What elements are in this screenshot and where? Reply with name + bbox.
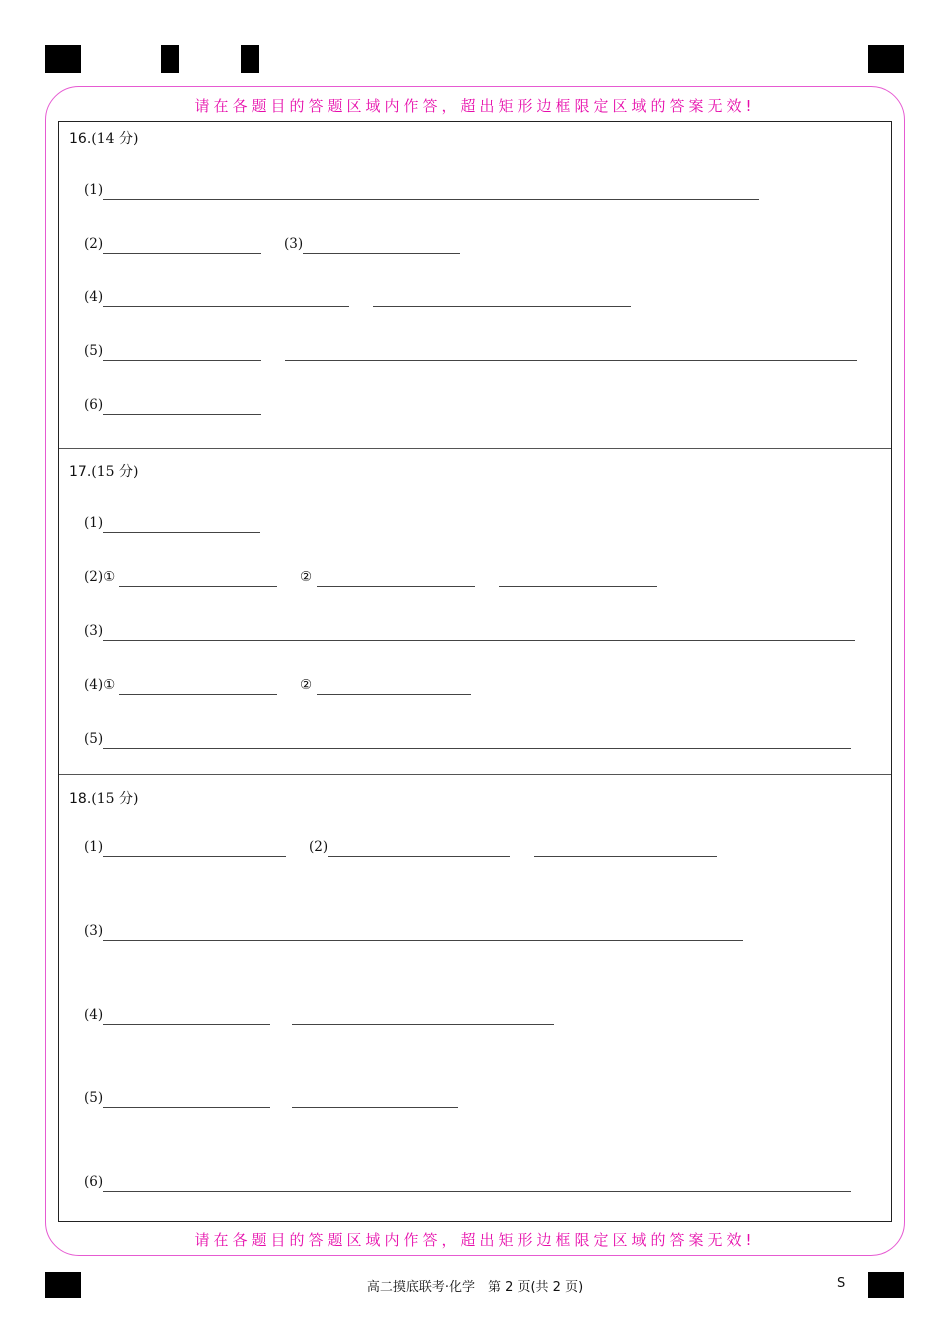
answer-blank[interactable] <box>292 1107 458 1108</box>
answer-row-2 <box>59 236 891 256</box>
answer-blank[interactable] <box>103 748 851 749</box>
question-16-section <box>59 122 891 448</box>
answer-label: ② <box>300 677 313 693</box>
question-18-heading <box>69 788 138 808</box>
answer-row-6 <box>59 397 891 417</box>
answer-label: (6) <box>84 397 104 413</box>
notice-bottom: 请在各题目的答题区域内作答，超出矩形边框限定区域的答案无效! <box>194 1231 756 1249</box>
answer-blank[interactable] <box>285 360 857 361</box>
answer-label: (5) <box>84 1090 104 1106</box>
answer-blank[interactable] <box>103 1191 851 1192</box>
answer-row-1 <box>59 839 891 859</box>
question-17-heading <box>69 461 138 481</box>
answer-row-6 <box>59 1174 891 1194</box>
registration-mark-top-3 <box>241 45 259 73</box>
answer-box <box>58 121 892 1222</box>
question-17-section <box>59 448 891 775</box>
registration-mark-top-right <box>868 45 904 73</box>
answer-label: (2) <box>309 839 329 855</box>
answer-row-4 <box>59 1007 891 1027</box>
registration-mark-top-2 <box>161 45 179 73</box>
question-number: 16. <box>69 131 92 147</box>
answer-blank[interactable] <box>119 586 277 587</box>
answer-row-3 <box>59 923 891 943</box>
notice-top: 请在各题目的答题区域内作答，超出矩形边框限定区域的答案无效! <box>194 97 756 115</box>
answer-label: (1) <box>84 182 104 198</box>
answer-blank[interactable] <box>103 306 349 307</box>
question-18-section <box>59 774 891 1222</box>
answer-blank[interactable] <box>103 640 855 641</box>
question-score: (14 分) <box>91 131 139 147</box>
sheet-code: S <box>837 1276 846 1291</box>
answer-blank[interactable] <box>103 856 286 857</box>
question-16-heading <box>69 128 138 148</box>
answer-label: (3) <box>284 236 304 252</box>
answer-label: (2) <box>84 236 104 252</box>
page-footer: 高二摸底联考·化学 第 2 页(共 2 页) <box>366 1280 584 1295</box>
answer-label: (5) <box>84 343 104 359</box>
registration-mark-top-left <box>45 45 81 73</box>
answer-label: (4) <box>84 1007 104 1023</box>
answer-blank[interactable] <box>103 253 261 254</box>
question-number: 17. <box>69 464 92 480</box>
answer-row-1 <box>59 182 891 202</box>
answer-blank[interactable] <box>103 360 261 361</box>
question-score: (15 分) <box>91 791 139 807</box>
answer-blank[interactable] <box>103 532 260 533</box>
answer-label: (3) <box>84 623 104 639</box>
answer-row-5 <box>59 1090 891 1110</box>
answer-blank[interactable] <box>103 199 759 200</box>
answer-label: (1) <box>84 839 104 855</box>
question-number: 18. <box>69 791 92 807</box>
answer-blank[interactable] <box>317 694 471 695</box>
answer-blank[interactable] <box>103 414 261 415</box>
answer-blank[interactable] <box>317 586 475 587</box>
answer-label: (1) <box>84 515 104 531</box>
answer-label: (2)① <box>84 569 116 585</box>
answer-blank[interactable] <box>103 940 743 941</box>
answer-row-5 <box>59 731 891 751</box>
answer-blank[interactable] <box>119 694 277 695</box>
answer-row-5 <box>59 343 891 363</box>
answer-row-4 <box>59 289 891 309</box>
answer-blank[interactable] <box>373 306 631 307</box>
answer-blank[interactable] <box>292 1024 554 1025</box>
answer-row-3 <box>59 623 891 643</box>
answer-row-4 <box>59 677 891 697</box>
answer-row-1 <box>59 515 891 535</box>
answer-label: (6) <box>84 1174 104 1190</box>
answer-blank[interactable] <box>103 1024 270 1025</box>
answer-blank[interactable] <box>328 856 510 857</box>
answer-label: (4) <box>84 289 104 305</box>
answer-blank[interactable] <box>103 1107 270 1108</box>
answer-blank[interactable] <box>303 253 460 254</box>
question-score: (15 分) <box>91 464 139 480</box>
answer-label: ② <box>300 569 313 585</box>
answer-blank[interactable] <box>499 586 657 587</box>
answer-label: (5) <box>84 731 104 747</box>
answer-blank[interactable] <box>534 856 717 857</box>
answer-row-2 <box>59 569 891 589</box>
answer-label: (3) <box>84 923 104 939</box>
answer-label: (4)① <box>84 677 116 693</box>
